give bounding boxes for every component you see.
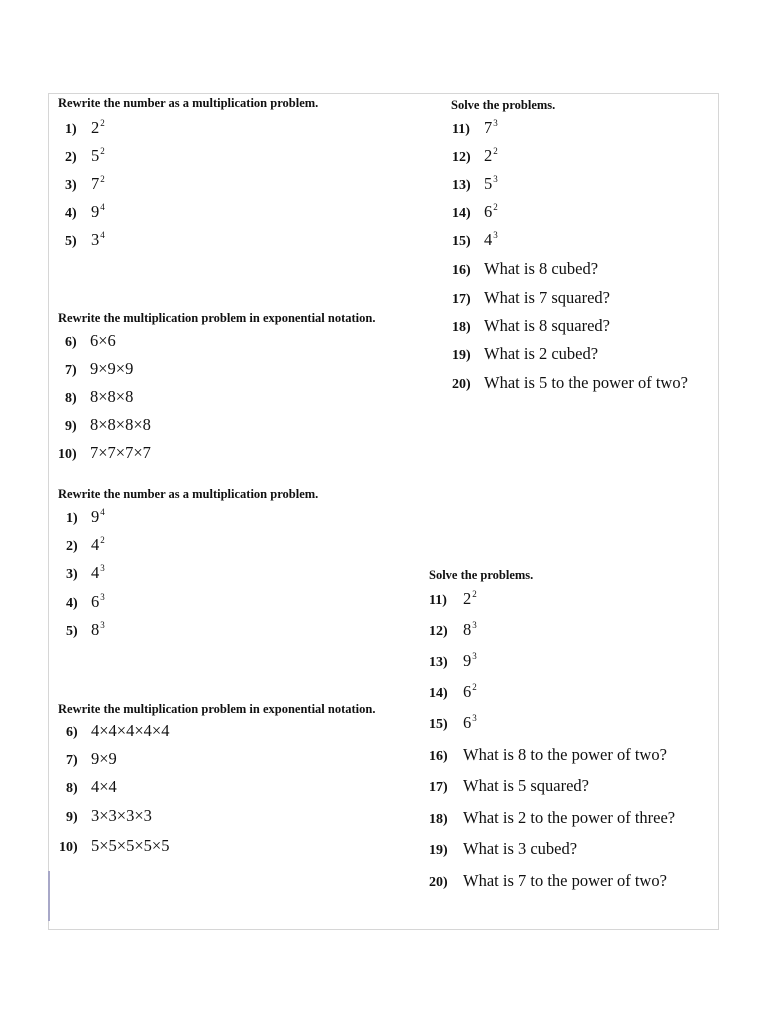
exponent: 2 xyxy=(472,589,477,599)
problem-number: 11) xyxy=(452,122,470,137)
ws2-problem-1 xyxy=(66,507,105,527)
problem-number: 20) xyxy=(452,377,471,392)
ws2-problem-7 xyxy=(66,749,117,769)
ws1-problem-5 xyxy=(65,230,105,250)
problem-value: 8×8×8 xyxy=(90,387,134,406)
problem-value: What is 8 squared? xyxy=(484,316,610,335)
ws2-heading-solve: Solve the problems. xyxy=(429,568,534,582)
problem-value: 8×8×8×8 xyxy=(90,415,151,434)
ws2-problem-3 xyxy=(66,563,105,583)
problem-value: $6^3$ xyxy=(463,713,477,732)
problem-number: 14) xyxy=(429,686,448,701)
problem-number: 5) xyxy=(65,234,77,249)
ws1-problem-8 xyxy=(65,387,133,407)
problem-value: $6^2$ xyxy=(484,202,498,221)
ws1-problem-13 xyxy=(452,174,498,194)
ws2-problem-8 xyxy=(66,777,117,797)
problem-value: $2^2$ xyxy=(484,146,498,165)
problem-number: 19) xyxy=(452,348,471,363)
problem-number: 6) xyxy=(66,725,78,740)
problem-number: 17) xyxy=(452,292,471,307)
problem-number: 16) xyxy=(452,263,471,278)
problem-value: What is 5 squared? xyxy=(463,776,589,795)
exponent: 2 xyxy=(100,535,105,545)
problem-value: 4×4 xyxy=(91,777,117,796)
ws2-problem-10 xyxy=(59,836,169,856)
problem-number: 10) xyxy=(58,447,77,462)
problem-number: 6) xyxy=(65,335,77,350)
ws1-problem-3 xyxy=(65,174,105,194)
problem-value: 7×7×7×7 xyxy=(90,443,151,462)
problem-value: 4×4×4×4×4 xyxy=(91,721,170,740)
ws1-problem-1 xyxy=(65,118,105,138)
problem-number: 15) xyxy=(429,717,448,732)
ws2-problem-2 xyxy=(66,535,105,555)
ws2-problem-12 xyxy=(429,620,477,640)
ws1-problem-12 xyxy=(452,146,498,166)
ws2-problem-5 xyxy=(66,620,105,640)
ws1-problem-2 xyxy=(65,146,105,166)
problem-value: $9^4$ xyxy=(91,202,105,221)
ws2-problem-6 xyxy=(66,721,169,741)
problem-value: What is 5 to the power of two? xyxy=(484,373,688,392)
page-edge-mark xyxy=(48,871,50,921)
ws1-heading-solve: Solve the problems. xyxy=(451,98,556,112)
ws2-problem-11 xyxy=(429,589,477,609)
problem-number: 14) xyxy=(452,206,471,221)
exponent: 3 xyxy=(472,713,477,723)
ws2-problem-13 xyxy=(429,651,477,671)
problem-value: What is 7 squared? xyxy=(484,288,610,307)
exponent: 2 xyxy=(100,174,105,184)
problem-value: What is 2 to the power of three? xyxy=(463,808,676,827)
problem-number: 20) xyxy=(429,875,448,890)
ws1-problem-9 xyxy=(65,415,151,435)
exponent: 2 xyxy=(100,146,105,156)
ws1-problem-14 xyxy=(452,202,498,222)
ws2-problem-15 xyxy=(429,713,477,733)
exponent: 2 xyxy=(100,118,105,128)
problem-number: 12) xyxy=(429,624,448,639)
problem-number: 12) xyxy=(452,150,471,165)
exponent: 3 xyxy=(472,651,477,661)
problem-number: 4) xyxy=(65,206,77,221)
ws1-problem-16 xyxy=(452,259,598,279)
problem-number: 13) xyxy=(429,655,448,670)
ws1-problem-19 xyxy=(452,344,598,364)
ws2-problem-14 xyxy=(429,682,477,702)
problem-number: 3) xyxy=(66,567,78,582)
problem-number: 18) xyxy=(429,812,448,827)
problem-value: $4^2$ xyxy=(91,535,105,554)
problem-number: 19) xyxy=(429,843,448,858)
problem-number: 9) xyxy=(66,810,78,825)
ws2-problem-18 xyxy=(429,808,675,828)
problem-number: 11) xyxy=(429,593,447,608)
problem-number: 8) xyxy=(65,391,77,406)
exponent: 4 xyxy=(100,202,105,212)
problem-value: 9×9×9 xyxy=(90,359,134,378)
exponent: 3 xyxy=(493,230,498,240)
ws2-problem-4 xyxy=(66,592,105,612)
ws1-heading-exponential: Rewrite the multiplication problem in exponential notation. xyxy=(58,311,376,325)
problem-number: 16) xyxy=(429,749,448,764)
exponent: 2 xyxy=(472,682,477,692)
problem-number: 8) xyxy=(66,781,78,796)
problem-number: 13) xyxy=(452,178,471,193)
ws2-heading-exponential: Rewrite the multiplication problem in exponential notation. xyxy=(58,702,376,716)
worksheet-page xyxy=(48,93,719,930)
problem-value: $4^3$ xyxy=(91,563,105,582)
problem-value: $6^3$ xyxy=(91,592,105,611)
problem-number: 5) xyxy=(66,624,78,639)
ws1-problem-6 xyxy=(65,331,116,351)
problem-value: What is 7 to the power of two? xyxy=(463,871,667,890)
ws1-problem-15 xyxy=(452,230,498,250)
problem-value: $5^2$ xyxy=(91,146,105,165)
problem-value: $2^2$ xyxy=(91,118,105,137)
exponent: 2 xyxy=(493,146,498,156)
problem-value: $7^2$ xyxy=(91,174,105,193)
problem-number: 9) xyxy=(65,419,77,434)
problem-number: 7) xyxy=(65,363,77,378)
exponent: 3 xyxy=(493,118,498,128)
problem-value: What is 2 cubed? xyxy=(484,344,599,363)
problem-value: 6×6 xyxy=(90,331,116,350)
problem-value: What is 3 cubed? xyxy=(463,839,578,858)
problem-number: 2) xyxy=(66,539,78,554)
problem-value: $3^4$ xyxy=(91,230,105,249)
problem-value: 5×5×5×5×5 xyxy=(91,836,170,855)
exponent: 4 xyxy=(100,507,105,517)
problem-number: 17) xyxy=(429,780,448,795)
problem-value: $7^3$ xyxy=(484,118,498,137)
problem-value: $8^3$ xyxy=(91,620,105,639)
exponent: 2 xyxy=(493,202,498,212)
ws2-heading-rewrite-number: Rewrite the number as a multiplication problem. xyxy=(58,487,319,501)
ws1-problem-11 xyxy=(452,118,498,138)
problem-number: 18) xyxy=(452,320,471,335)
ws1-problem-17 xyxy=(452,288,610,308)
problem-value: $6^2$ xyxy=(463,682,477,701)
problem-number: 10) xyxy=(59,840,78,855)
ws2-problem-20 xyxy=(429,871,667,891)
ws2-problem-9 xyxy=(66,806,152,826)
problem-value: $9^4$ xyxy=(91,507,105,526)
exponent: 3 xyxy=(100,620,105,630)
problem-value: $4^3$ xyxy=(484,230,498,249)
problem-value: $8^3$ xyxy=(463,620,477,639)
ws2-problem-17 xyxy=(429,776,589,796)
problem-number: 15) xyxy=(452,234,471,249)
ws1-problem-10 xyxy=(58,443,151,463)
exponent: 3 xyxy=(100,563,105,573)
ws1-problem-18 xyxy=(452,316,610,336)
problem-value: What is 8 to the power of two? xyxy=(463,745,667,764)
problem-number: 7) xyxy=(66,753,78,768)
exponent: 4 xyxy=(100,230,105,240)
problem-number: 1) xyxy=(66,511,78,526)
problem-number: 3) xyxy=(65,178,77,193)
problem-value: 3×3×3×3 xyxy=(91,806,152,825)
exponent: 3 xyxy=(472,620,477,630)
ws2-problem-19 xyxy=(429,839,577,859)
problem-value: 9×9 xyxy=(91,749,117,768)
problem-value: $9^3$ xyxy=(463,651,477,670)
problem-value: $5^3$ xyxy=(484,174,498,193)
problem-value: $2^2$ xyxy=(463,589,477,608)
problem-number: 4) xyxy=(66,596,78,611)
ws1-heading-rewrite-number: Rewrite the number as a multiplication problem. xyxy=(58,96,319,110)
ws1-problem-7 xyxy=(65,359,133,379)
exponent: 3 xyxy=(493,174,498,184)
ws1-problem-20 xyxy=(452,373,688,393)
ws1-problem-4 xyxy=(65,202,105,222)
ws2-problem-16 xyxy=(429,745,667,765)
problem-number: 2) xyxy=(65,150,77,165)
problem-value: What is 8 cubed? xyxy=(484,259,599,278)
exponent: 3 xyxy=(100,592,105,602)
problem-number: 1) xyxy=(65,122,77,137)
